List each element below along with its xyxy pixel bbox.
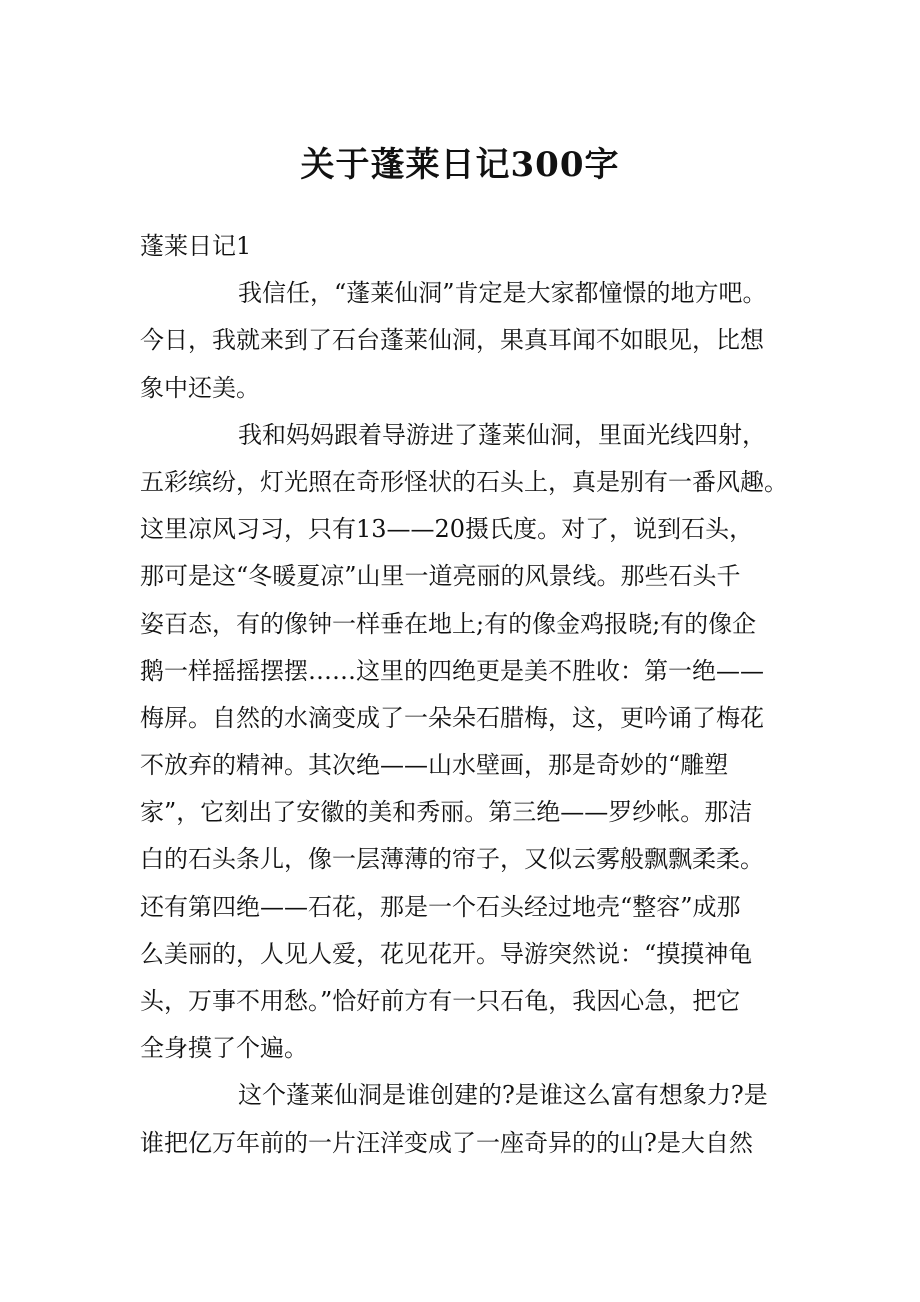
paragraph-line: 象中还美。 [140,373,260,402]
paragraph-line: 梅屏。自然的水滴变成了一朵朵石腊梅，这，更吟诵了梅花 [140,703,764,732]
paragraph-line: 全身摸了个遍。 [140,1034,308,1063]
paragraph-line: 我和妈妈跟着导游进了蓬莱仙洞，里面光线四射， [238,420,766,449]
paragraph-line: 鹅一样摇摇摆摆……这里的四绝更是美不胜收：第一绝—— [140,656,764,685]
paragraph-line: 这个蓬莱仙洞是谁创建的?是谁这么富有想象力?是 [238,1081,768,1110]
section-heading: 蓬莱日记1 [140,232,252,260]
paragraph-line: 这里凉风习习，只有13——20摄氏度。对了，说到石头， [140,515,754,544]
paragraph-line: 今日，我就来到了石台蓬莱仙洞，果真耳闻不如眼见，比想 [140,326,764,355]
paragraph-line: 家”，它刻出了安徽的美和秀丽。第三绝——罗纱帐。那洁 [140,798,753,827]
document-title: 关于蓬莱日记300字 [300,145,620,185]
paragraph-line: 头，万事不用愁。”恰好前方有一只石龟，我因心急，把它 [140,987,741,1015]
document-body [140,223,795,1167]
paragraph-line: 五彩缤纷，灯光照在奇形怪状的石头上，真是别有一番风趣。 [140,467,788,496]
paragraph-line: 不放弃的精神。其次绝——山水壁画，那是奇妙的“雕塑 [140,751,729,780]
paragraph-line: 白的石头条儿，像一层薄薄的帘子，又似云雾般飘飘柔柔。 [140,845,764,874]
paragraph-line: 姿百态，有的像钟一样垂在地上;有的像金鸡报晓;有的像企 [140,609,757,638]
paragraph-line: 那可是这“冬暖夏凉”山里一道亮丽的风景线。那些石头千 [140,562,741,591]
paragraph-line: 我信任，“蓬莱仙洞”肯定是大家都憧憬的地方吧。 [238,279,767,308]
paragraph-line: 么美丽的，人见人爱，花见花开。导游突然说：“摸摸神龟 [140,939,753,968]
paragraph-line: 谁把亿万年前的一片汪洋变成了一座奇异的的山?是大自然 [140,1128,753,1157]
paragraph-line: 还有第四绝——石花，那是一个石头经过地壳“整容”成那 [140,892,741,921]
